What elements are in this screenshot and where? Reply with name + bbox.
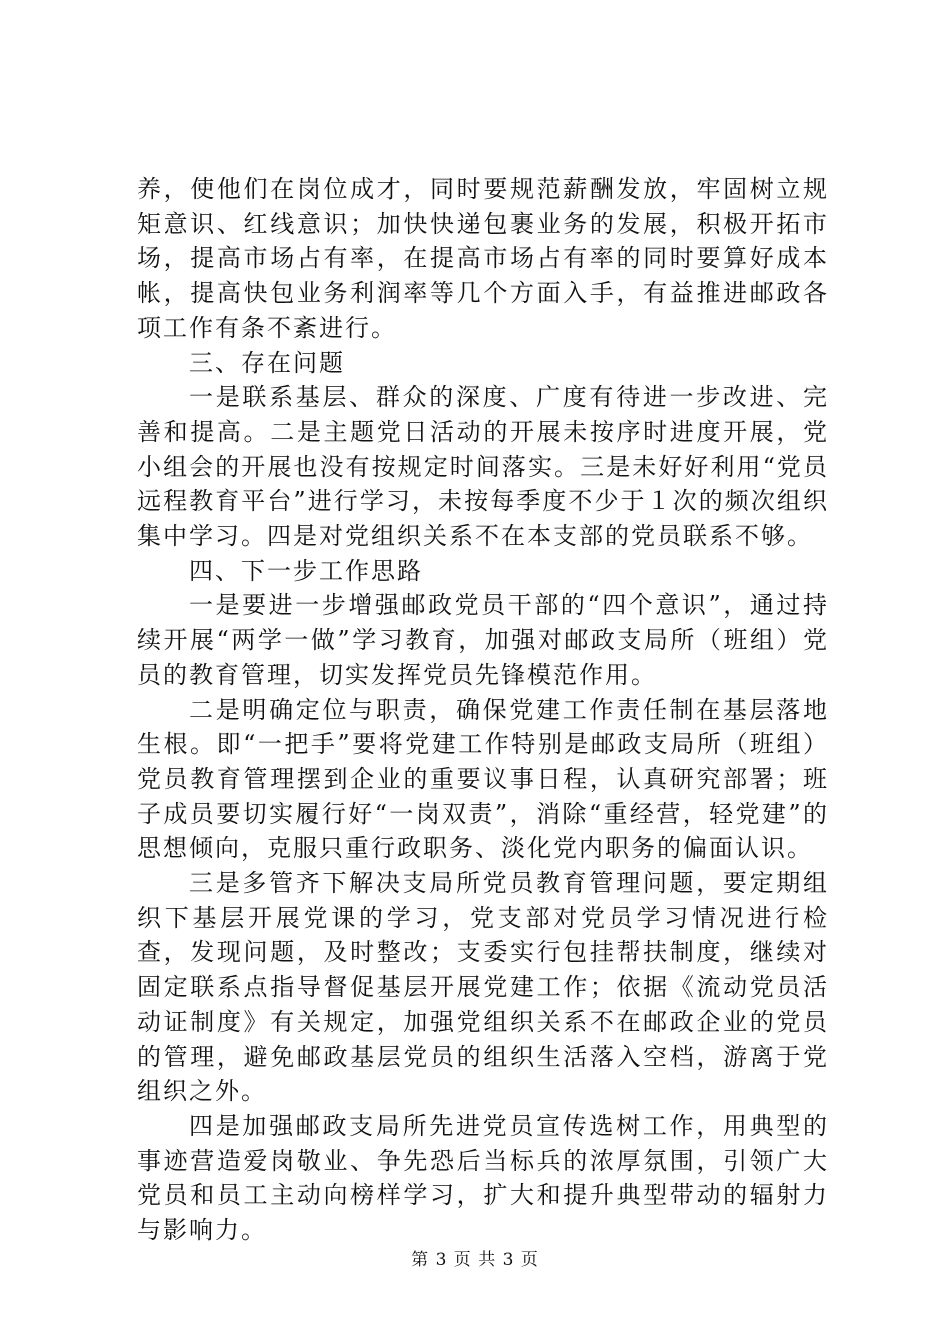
paragraph-continuation: 养，使他们在岗位成才，同时要规范薪酬发放，牢固树立规矩意识、红线意识；加快快递包裹业务的发展，积极开拓市场，提高市场占有率，在提高市场占有率的同时要算好成本帐，提高快包业务利润率等几个方面入手，有益推进邮政各项工作有条不紊进行。 [137,175,829,342]
paragraph-problems: 一是联系基层、群众的深度、广度有待进一步改进、完善和提高。二是主题党日活动的开展未按序时进度开展，党小组会的开展也没有按规定时间落实。三是未好好利用“党员远程教育平台”进行学习，未按每季度不少于１次的频次组织集中学习。四是对党组织关系不在本支部的党员联系不够。 [137,383,829,551]
paragraph-next-step-2: 二是明确定位与职责，确保党建工作责任制在基层落地生根。即“一把手”要将党建工作特别是邮政支局所（班组）党员教育管理摆到企业的重要议事日程，认真研究部署；班子成员要切实履行好“一岗双责”，消除“重经营，轻党建”的思想倾向，克服只重行政职务、淡化党内职务的偏面认识。 [137,695,829,863]
paragraph-next-step-4: 四是加强邮政支局所先进党员宣传选树工作，用典型的事迹营造爱岗敬业、争先恐后当标兵的浓厚氛围，引领广大党员和员工主动向榜样学习，扩大和提升典型带动的辐射力与影响力。 [137,1111,829,1245]
section-heading-next-steps: 四、下一步工作思路 [189,556,423,585]
paragraph-next-step-1: 一是要进一步增强邮政党员干部的“四个意识”，通过持续开展“两学一做”学习教育，加强对邮政支局所（班组）党员的教育管理，切实发挥党员先锋模范作用。 [137,591,829,689]
page-footer: 第 3 页 共 3 页 [411,1250,539,1270]
document-body [137,172,829,1248]
section-heading-problems: 三、存在问题 [189,348,345,377]
paragraph-next-step-3: 三是多管齐下解决支局所党员教育管理问题，要定期组织下基层开展党课的学习，党支部对党员学习情况进行检查，发现问题，及时整改；支委实行包挂帮扶制度，继续对固定联系点指导督促基层开展党建工作；依据《流动党员活动证制度》有关规定，加强党组织关系不在邮政企业的党员的管理，避免邮政基层党员的组织生活落入空档，游离于党组织之外。 [137,869,829,1106]
